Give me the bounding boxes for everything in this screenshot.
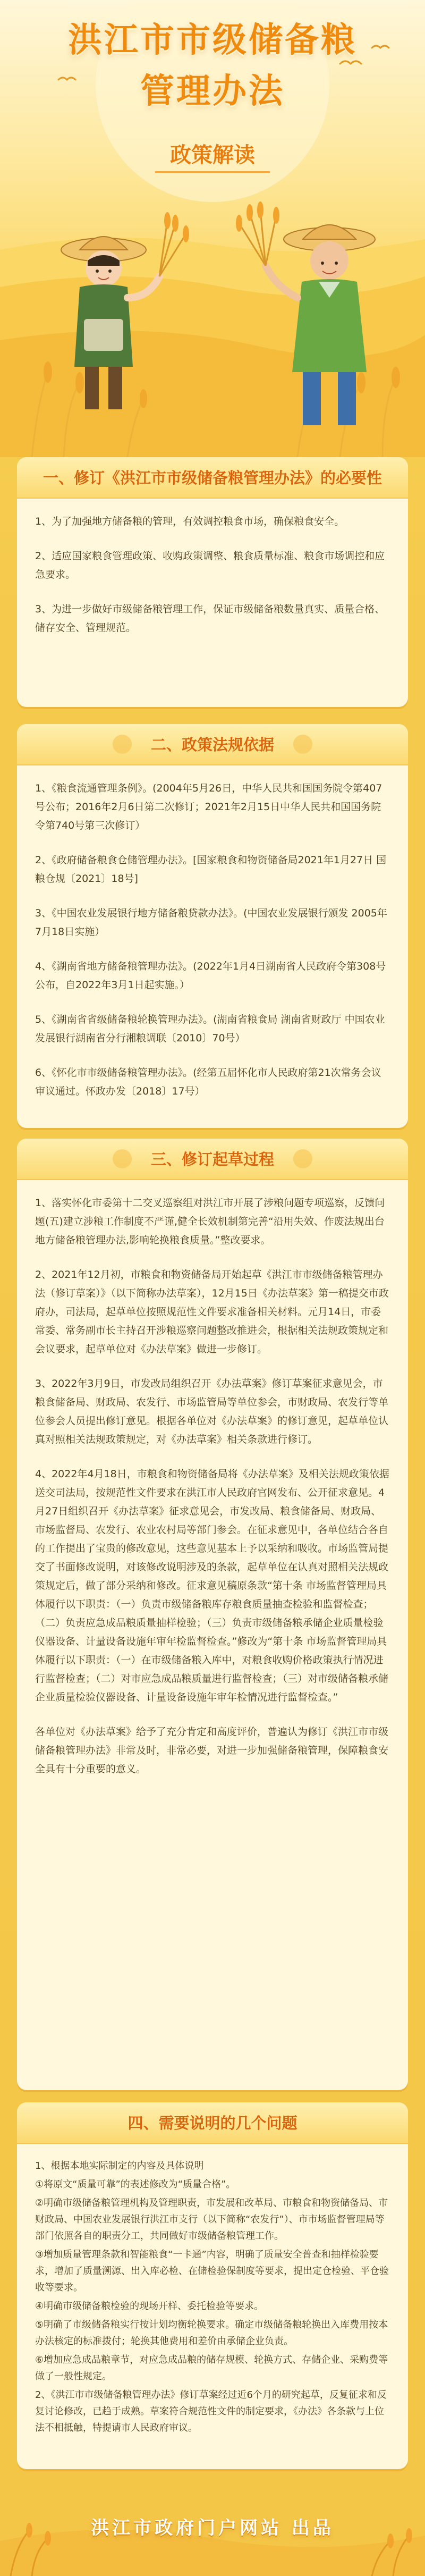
section-body: [35, 512, 390, 639]
section-heading-text: 一、修订《洪江市市级储备粮管理办法》的必要性: [42, 469, 382, 487]
section-heading: [17, 457, 408, 499]
paragraph: 3、2022年3月9日，市发改局组织召开《办法草案》修订草案征求意见会，市粮食储备局、财政局、农发行、市场监管局等单位参会，市财政局、农发行等单位参会人员提出修订意见。根据各单位对《办法草案》的修订意见，起草单位认真对照相关法规政策规定，对《办法草案》相关条款进行修订。: [35, 1378, 389, 1445]
paragraph: 4、2022年4月18日，市粮食和物资储备局将《办法草案》及相关法规政策依据送交司法局，按规范性文件要求在洪江市人民政府官网发布、公开征求意见。4月27日组织召开《办法草案》征求意见会，市发改局、粮食储备局、财政局、市场监督局、农发行、农业农村局等部门参会。在征求意见中，各单位结合各自的工作提出了宝贵的修改意见，这些意见基本上予以采纳和吸收。市场监管局提交了书面修改说明，对该修改说明涉及的条款，起草单位在认真对照相关法规政策规定后，做了部分采纳和修改。征求意见稿原条款“第十条 市场监督管理局具体履行以下职责：（一）负责市级储备粮库存粮食质量抽查检验和监督检查；（二）负责应急成品粮质量抽样检验；（三）负责市级储备粮承储企业质量检验仪器设备、计量设备设施年审年检监督检查。”修改为“第十条 市场监督管理局具体履行以下职责：（一）在市级储备粮入库中，对粮食收购价格政策执行情况进行监督检查；（二）对市应急成品粮质量进行监督检查；（三）对市级储备粮承储企业质量检验仪器设备、计量设备设施年审年检情况进行监督检查。”: [35, 1468, 389, 1703]
paragraph: 2、2021年12月初，市粮食和物资储备局开始起草《洪江市市级储备粮管理办法（修订草案）》（以下简称办法草案），12月15日《办法草案》第一稿提交市政府办，司法局，起草单位按照规范性文件要求准备相关材料。元月14日，市委常委、常务副市长主持召开涉粮巡察问题整改推进会，根据相关法规政策规定和会议要求，起草单位对《办法草案》做进一步修订。: [35, 1269, 389, 1355]
paragraph: 2、《洪江市市级储备粮管理办法》修订草案经过近6个月的研究起草，反复征求和反复讨论修改，已趋于成熟。草案符合规范性文件的制定要求，《办法》各条款与上位法不相抵触，特提请市人民政府审议。: [35, 2389, 387, 2434]
paragraph: ⑥增加应急成品粮章节，对应急成品粮的储存规模、轮换方式、存储企业、采购费等做了一般性规定。: [35, 2354, 388, 2382]
section-heading: [17, 2102, 408, 2144]
page-subtitle: 政策解读: [155, 139, 270, 173]
page-title: [0, 15, 425, 117]
page-title-line2: 管理办法: [140, 72, 285, 111]
paragraph: 4、《湖南省地方储备粮管理办法》。(2022年1月4日湖南省人民政府令第308号公布，自2022年3月1日起实施。）: [35, 961, 386, 991]
paragraph: ②明确市级储备粮管理机构及管理职责，市发展和改革局、市粮食和物资储备局、市财政局、中国农业发展银行洪江市支行（以下简称“农发行”）、市市场监督管理局等部门依照各自的职责分工，共同做好市级储备粮管理工作。: [35, 2198, 388, 2242]
section-body: [35, 1194, 390, 1781]
section-heading: [17, 724, 408, 765]
section-drafting-process: [17, 1139, 408, 2090]
decor-dot: [113, 1149, 132, 1168]
section-notes: [17, 2102, 408, 2469]
paragraph: 1、落实怀化市委第十二交叉巡察组对洪江市开展了涉粮问题专项巡察，反馈问题(五)建立涉粮工作制度不严谨,健全长效机制第完善“沿用失效、作废法规出台地方储备粮管理办法,影响轮换粮食质量。”整改要求。: [35, 1197, 385, 1246]
paragraph: ⑤明确了市级储备粮实行按计划均衡轮换要求。确定市级储备粮轮换出入库费用按本办法核定的标准拨付；轮换其他费用和差价由承储企业负责。: [35, 2319, 388, 2347]
paragraph: 1、根据本地实际制定的内容及具体说明: [35, 2160, 204, 2171]
decor-dot: [293, 1149, 312, 1168]
decor-dot: [113, 735, 132, 754]
page-title-line1: 洪江市市级储备粮: [68, 21, 357, 60]
paragraph: 2、《政府储备粮食仓储管理办法》。[国家粮食和物资储备局2021年1月27日 国粮仓规〔2021〕18号]: [35, 854, 387, 885]
paragraph: 6、《怀化市市级储备粮管理办法》。(经第五届怀化市人民政府第21次常务会议审议通过。怀政办发〔2018〕17号）: [35, 1067, 381, 1097]
paragraph: 2、适应国家粮食管理政策、收购政策调整、粮食质量标准、粮食市场调控和应急要求。: [35, 550, 385, 580]
section-body: [35, 779, 390, 1103]
decor-dot: [293, 735, 312, 754]
section-legal-basis: [17, 724, 408, 1128]
paragraph: 3、为进一步做好市级储备粮管理工作，保证市级储备粮数量真实、质量合格、储存安全、管理规范。: [35, 603, 385, 634]
paragraph: 1、为了加强地方储备粮的管理，有效调控粮食市场，确保粮食安全。: [35, 516, 345, 527]
section-heading-text: 二、政策法规依据: [150, 736, 274, 754]
subtitle-wrap: [0, 139, 425, 173]
hero-banner: [0, 0, 425, 457]
section-heading-text: 三、修订起草过程: [150, 1150, 274, 1168]
footer-credit: 洪江市政府门户网站 出品: [91, 2518, 334, 2539]
paragraph: ①将原文“质量可靠”的表述修改为“质量合格”。: [35, 2179, 236, 2190]
section-heading: [17, 1139, 408, 1180]
paragraph: ④明确市级储备粮检验的现场开样、委托检验等要求。: [35, 2301, 264, 2312]
paragraph: 各单位对《办法草案》给予了充分肯定和高度评价，普遍认为修订《洪江市市级储备粮管理办法》非常及时，非常必要，对进一步加强储备粮管理，保障粮食安全具有十分重要的意义。: [35, 1726, 389, 1775]
footer: [0, 2488, 425, 2576]
section-necessity: [17, 457, 408, 707]
paragraph: ③增加质量管理条款和智能粮食“一卡通”内容，明确了质量安全普查和抽样检验要求，增加了质量溯源、出入库必检、在储检验保制度等要求，提出定仓检验、平仓验收等要求。: [35, 2249, 389, 2293]
paragraph: 5、《湖南省省级储备粮轮换管理办法》。(湖南省粮食局 湖南省财政厅 中国农业发展银行湖南省分行湘粮调联〔2010〕70号）: [35, 1014, 385, 1044]
paragraph: 3、《中国农业发展银行地方储备粮贷款办法》。(中国农业发展银行颁发 2005年7月18日实施）: [35, 907, 387, 938]
paragraph: 1、《粮食流通管理条例》。(2004年5月26日，中华人民共和国国务院令第407号公布；2016年2月6日第二次修订；2021年2月15日中华人民共和国国务院令第740号第三次修订）: [35, 782, 382, 831]
section-body: [35, 2158, 390, 2438]
section-heading-text: 四、需要说明的几个问题: [128, 2114, 298, 2132]
